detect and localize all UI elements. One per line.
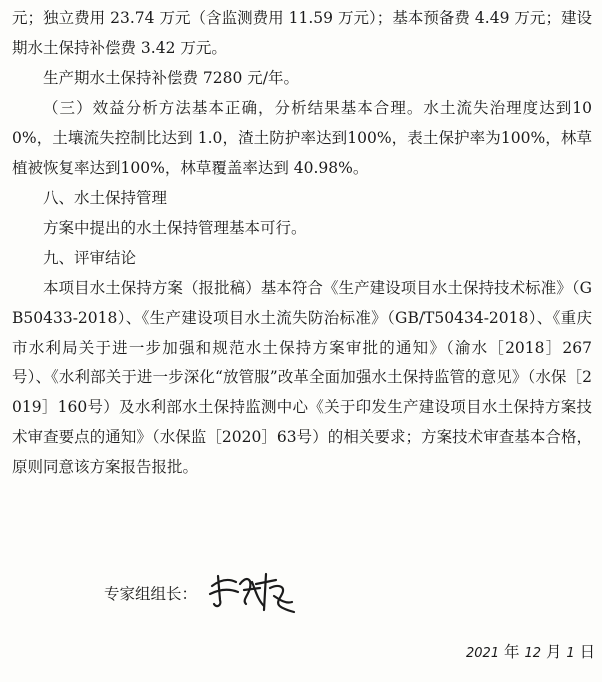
date-year-unit: 年 (504, 643, 520, 661)
paragraph-benefit-analysis: （三）效益分析方法基本正确，分析结果基本合理。水土流失治理度达到100%，土壤流失控制比达到 1.0，渣土防护率达到100%，表土保护率为100%，林草植被恢复率达到100%，林草覆盖率达到 40.98%。 (12, 99, 592, 177)
paragraph-production-fee: 生产期水土保持补偿费 7280 元/年。 (43, 69, 300, 87)
heading-section-8: 八、水土保持管理 (43, 189, 168, 207)
paragraph-management: 方案中提出的水土保持管理基本可行。 (43, 219, 307, 237)
signature-label: 专家组组长： (104, 585, 198, 603)
heading-section-9: 九、评审结论 (43, 249, 137, 267)
date-day: 1 (566, 646, 575, 661)
handwritten-signature (206, 566, 298, 616)
paragraph-cost-breakdown: 元；独立费用 23.74 万元（含监测费用 11.59 万元）；基本预备费 4.49 万元；建设期水土保持补偿费 3.42 万元。 (12, 9, 592, 57)
paragraph-review-conclusion: 本项目水土保持方案（报批稿）基本符合《生产建设项目水土保持技术标准》（GB50433-2018）、《生产建设项目水土流失防治标准》（GB/T50434-2018）、《重庆市水利局关于进一步加强和规范水土保持方案审批的通知》（渝水［2018］267号）、《水利部关于进一步深化“放管服”改革全面加强水土保持监管的意见》（水保［2019］160号）及水利部水土保持监测中心《关于印发生产建设项目水土保持方案技术审查要点的通知》（水保监［2020］63号）的相关要求；方案技术审查基本合格，原则同意该方案报告报批。 (12, 279, 592, 476)
date-month-unit: 月 (545, 643, 562, 661)
date-year: 2021 (466, 646, 500, 661)
date-month: 12 (524, 646, 542, 661)
date-day-unit: 日 (579, 643, 596, 661)
signature-date (466, 640, 595, 662)
